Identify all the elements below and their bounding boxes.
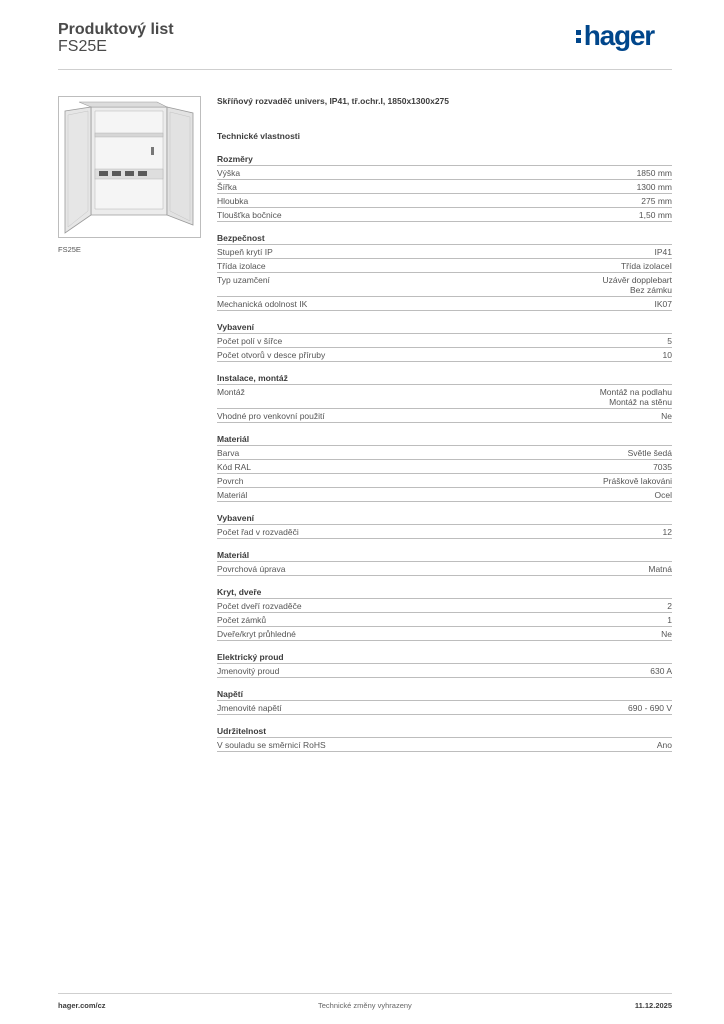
spec-label: Kód RAL	[217, 462, 252, 472]
section-title: Bezpečnost	[217, 233, 672, 245]
spec-row	[217, 273, 672, 297]
spec-row	[217, 297, 672, 311]
spec-value: Matná	[648, 564, 672, 574]
technical-properties-heading: Technické vlastnosti	[217, 131, 300, 141]
spec-value: Montáž na podlahu Montáž na stěnu	[599, 387, 672, 407]
spec-row	[217, 194, 672, 208]
spec-row	[217, 166, 672, 180]
spec-label: Jmenovitý proud	[217, 666, 280, 676]
spec-row	[217, 613, 672, 627]
spec-row	[217, 259, 672, 273]
product-description: Skříňový rozvaděč univers, IP41, tř.ochr.I, 1850x1300x275	[217, 96, 449, 106]
product-details	[217, 96, 672, 752]
spec-label: Třída izolace	[217, 261, 266, 271]
section-title: Elektrický proud	[217, 652, 672, 664]
spec-label: Typ uzamčení	[217, 275, 270, 285]
hager-logo	[576, 21, 654, 51]
spec-label: V souladu se směrnicí RoHS	[217, 740, 326, 750]
spec-row	[217, 446, 672, 460]
spec-label: Dveře/kryt průhledné	[217, 629, 296, 639]
spec-value: 1300 mm	[636, 182, 672, 192]
spec-value: Uzávěr dopplebart Bez zámku	[602, 275, 672, 295]
spec-sections	[217, 154, 672, 752]
spec-value: Ne	[661, 411, 672, 421]
spec-row	[217, 180, 672, 194]
section-title: Kryt, dveře	[217, 587, 672, 599]
spec-value: 2	[667, 601, 672, 611]
spec-row	[217, 488, 672, 502]
spec-label: Počet zámků	[217, 615, 267, 625]
product-image	[58, 96, 201, 238]
spec-label: Materiál	[217, 490, 248, 500]
spec-label: Počet dveří rozvaděče	[217, 601, 302, 611]
spec-row	[217, 409, 672, 423]
page-footer	[58, 993, 672, 1017]
spec-row	[217, 334, 672, 348]
page-title: Produktový list	[58, 21, 174, 38]
spec-row	[217, 348, 672, 362]
section-title: Materiál	[217, 550, 672, 562]
enclosure-illustration	[59, 97, 200, 237]
spec-value: 1	[667, 615, 672, 625]
spec-value: 10	[662, 350, 672, 360]
section-title: Vybavení	[217, 513, 672, 525]
section-title: Udržitelnost	[217, 726, 672, 738]
footer-website: hager.com/cz	[58, 1001, 106, 1010]
spec-section	[217, 373, 672, 423]
spec-label: Montáž	[217, 387, 245, 397]
spec-label: Barva	[217, 448, 240, 458]
footer-date: 11.12.2025	[634, 1001, 672, 1010]
spec-value: 5	[667, 336, 672, 346]
section-title: Materiál	[217, 434, 672, 446]
spec-section	[217, 322, 672, 362]
spec-row	[217, 245, 672, 259]
spec-value: 630 A	[650, 666, 672, 676]
spec-section	[217, 154, 672, 222]
spec-section	[217, 689, 672, 715]
spec-label: Povrch	[217, 476, 244, 486]
spec-row	[217, 474, 672, 488]
spec-value: Třída izolaceI	[620, 261, 672, 271]
section-title: Rozměry	[217, 154, 672, 166]
spec-label: Počet řad v rozvaděči	[217, 527, 299, 537]
logo-text: hager	[583, 20, 654, 51]
spec-row	[217, 385, 672, 409]
spec-label: Mechanická odolnost IK	[217, 299, 308, 309]
spec-label: Stupeň krytí IP	[217, 247, 273, 257]
spec-row	[217, 738, 672, 752]
spec-row	[217, 701, 672, 715]
section-title: Vybavení	[217, 322, 672, 334]
spec-label: Počet otvorů v desce příruby	[217, 350, 326, 360]
logo-dots-icon	[576, 29, 583, 45]
spec-value: 7035	[653, 462, 672, 472]
spec-label: Jmenovité napětí	[217, 703, 282, 713]
spec-label: Vhodné pro venkovní použití	[217, 411, 325, 421]
spec-row	[217, 208, 672, 222]
spec-value: Ne	[661, 629, 672, 639]
spec-row	[217, 460, 672, 474]
spec-value: 12	[662, 527, 672, 537]
spec-section	[217, 233, 672, 311]
section-title: Napětí	[217, 689, 672, 701]
spec-label: Tloušťka bočnice	[217, 210, 282, 220]
spec-section	[217, 434, 672, 502]
section-title: Instalace, montáž	[217, 373, 672, 385]
spec-row	[217, 627, 672, 641]
spec-section	[217, 513, 672, 539]
spec-row	[217, 664, 672, 678]
spec-value: 690 - 690 V	[628, 703, 672, 713]
spec-section	[217, 587, 672, 641]
spec-value: IP41	[654, 247, 672, 257]
spec-value: 1,50 mm	[638, 210, 672, 220]
spec-value: 275 mm	[641, 196, 672, 206]
spec-label: Počet polí v šířce	[217, 336, 283, 346]
spec-label: Výška	[217, 168, 241, 178]
spec-row	[217, 599, 672, 613]
spec-label: Povrchová úprava	[217, 564, 286, 574]
footer-disclaimer: Technické změny vyhrazeny	[318, 1001, 412, 1010]
spec-value: Ocel	[654, 490, 672, 500]
spec-section	[217, 550, 672, 576]
spec-label: Hloubka	[217, 196, 249, 206]
product-code: FS25E	[58, 38, 107, 55]
spec-label: Šířka	[217, 182, 237, 192]
spec-value: IK07	[654, 299, 672, 309]
image-caption: FS25E	[58, 245, 81, 254]
spec-value: 1850 mm	[636, 168, 672, 178]
spec-row	[217, 525, 672, 539]
spec-section	[217, 726, 672, 752]
page-header	[58, 20, 672, 70]
spec-value: Světle šedá	[627, 448, 672, 458]
spec-section	[217, 652, 672, 678]
spec-value: Práškově lakováni	[603, 476, 672, 486]
spec-row	[217, 562, 672, 576]
spec-value: Ano	[656, 740, 672, 750]
